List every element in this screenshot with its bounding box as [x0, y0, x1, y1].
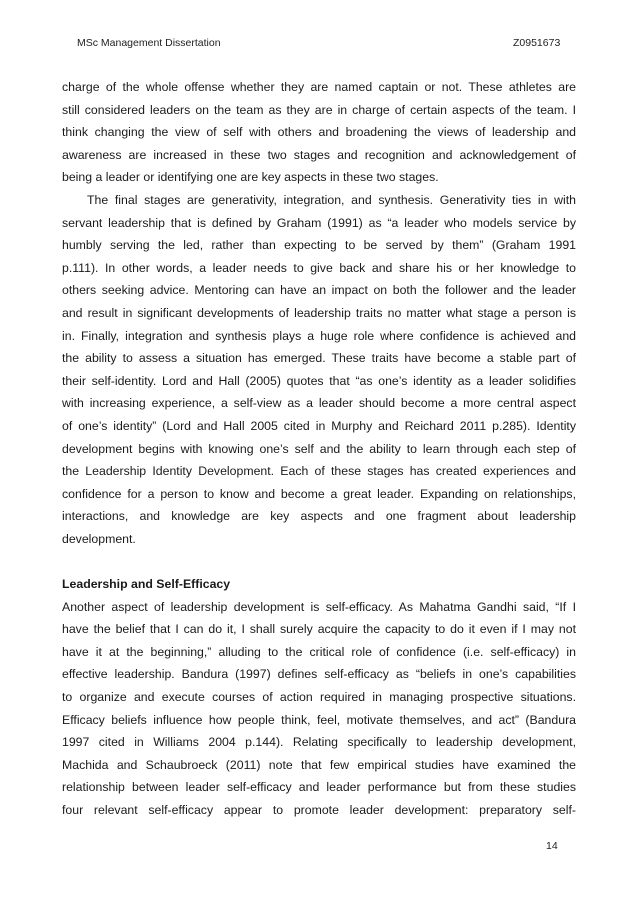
document-body: [62, 76, 576, 822]
running-header: [77, 37, 561, 49]
text-line: 1997 cited in Williams 2004 p.144). Relating specifically to leadership development,: [62, 735, 576, 750]
section-heading: Leadership and Self-Efficacy: [62, 577, 231, 592]
text-line: have it at the beginning,” alluding to the critical role of confidence (i.e. self-efficacy) in: [62, 644, 576, 659]
text-line: development begins with knowing one’s self and the ability to learn through each step of: [62, 441, 576, 456]
text-line: development.: [62, 531, 136, 546]
text-line: think changing the view of self with others and broadening the views of leadership and: [62, 125, 576, 140]
text-line: The final stages are generativity, integration, and synthesis. Generativity ties in with: [87, 192, 576, 207]
text-line: servant leadership that is defined by Graham (1991) as “a leader who models service by: [62, 215, 576, 230]
text-line: to organize and execute courses of action required in managing prospective situations.: [62, 690, 576, 705]
text-line: in. Finally, integration and synthesis plays a huge role where confidence is achieved and: [62, 328, 576, 343]
text-line: being a leader or identifying one are key aspects in these two stages.: [62, 170, 439, 185]
text-line: effective leadership. Bandura (1997) defines self-efficacy as “beliefs in one’s capabilities: [62, 667, 576, 682]
header-title: MSc Management Dissertation: [77, 37, 221, 49]
text-line: charge of the whole offense whether they are named captain or not. These athletes are: [62, 80, 576, 94]
text-line: p.111). In other words, a leader needs to give back and share his or her knowledge to: [62, 260, 576, 275]
page-number: 14: [546, 840, 558, 852]
text-line: and result in significant developments of leadership traits no matter what stage a person is: [62, 305, 576, 320]
paragraph-2: [62, 189, 576, 551]
spacer: [62, 550, 576, 573]
text-line: their self-identity. Lord and Hall (2005) quotes that “as one’s identity as a leader solidifies: [62, 373, 576, 388]
text-line: the Leadership Identity Development. Each of these stages has created experiences and: [62, 464, 576, 479]
paragraph-3: [62, 596, 576, 822]
paragraph-1: [62, 76, 576, 189]
text-line: humbly serving the led, rather than expecting to be served by them” (Graham 1991: [62, 238, 576, 253]
text-line: Machida and Schaubroeck (2011) note that few empirical studies have examined the: [62, 757, 576, 772]
text-line: others seeking advice. Mentoring can have an impact on both the follower and the leader: [62, 283, 576, 298]
text-line: with increasing experience, a self-view as a leader should become a more central aspect: [62, 396, 576, 411]
text-line: of one’s identity” (Lord and Hall 2005 cited in Murphy and Reichard 2011 p.285). Identity: [62, 418, 576, 433]
text-line: awareness are increased in these two stages and recognition and acknowledgement of: [62, 147, 576, 162]
text-line: have the belief that I can do it, I shall surely acquire the capacity to do it even if I may not: [62, 622, 576, 637]
text-line: Efficacy beliefs influence how people think, feel, motivate themselves, and act” (Bandura: [62, 712, 576, 727]
text-line: Another aspect of leadership development is self-efficacy. As Mahatma Gandhi said, “If I: [62, 599, 576, 614]
text-line: relationship between leader self-efficacy and leader performance but from these studies: [62, 780, 576, 795]
text-line: interactions, and knowledge are key aspects and one fragment about leadership: [62, 509, 576, 524]
text-line: the ability to assess a situation has emerged. These traits have become a stable part of: [62, 351, 576, 366]
text-line: confidence for a person to know and become a great leader. Expanding on relationships,: [62, 486, 576, 501]
header-student-id: Z0951673: [513, 37, 561, 49]
text-line: still considered leaders on the team as they are in charge of certain aspects of the team. I: [62, 102, 576, 117]
text-line: four relevant self-efficacy appear to promote leader development: preparatory self-: [62, 803, 576, 817]
